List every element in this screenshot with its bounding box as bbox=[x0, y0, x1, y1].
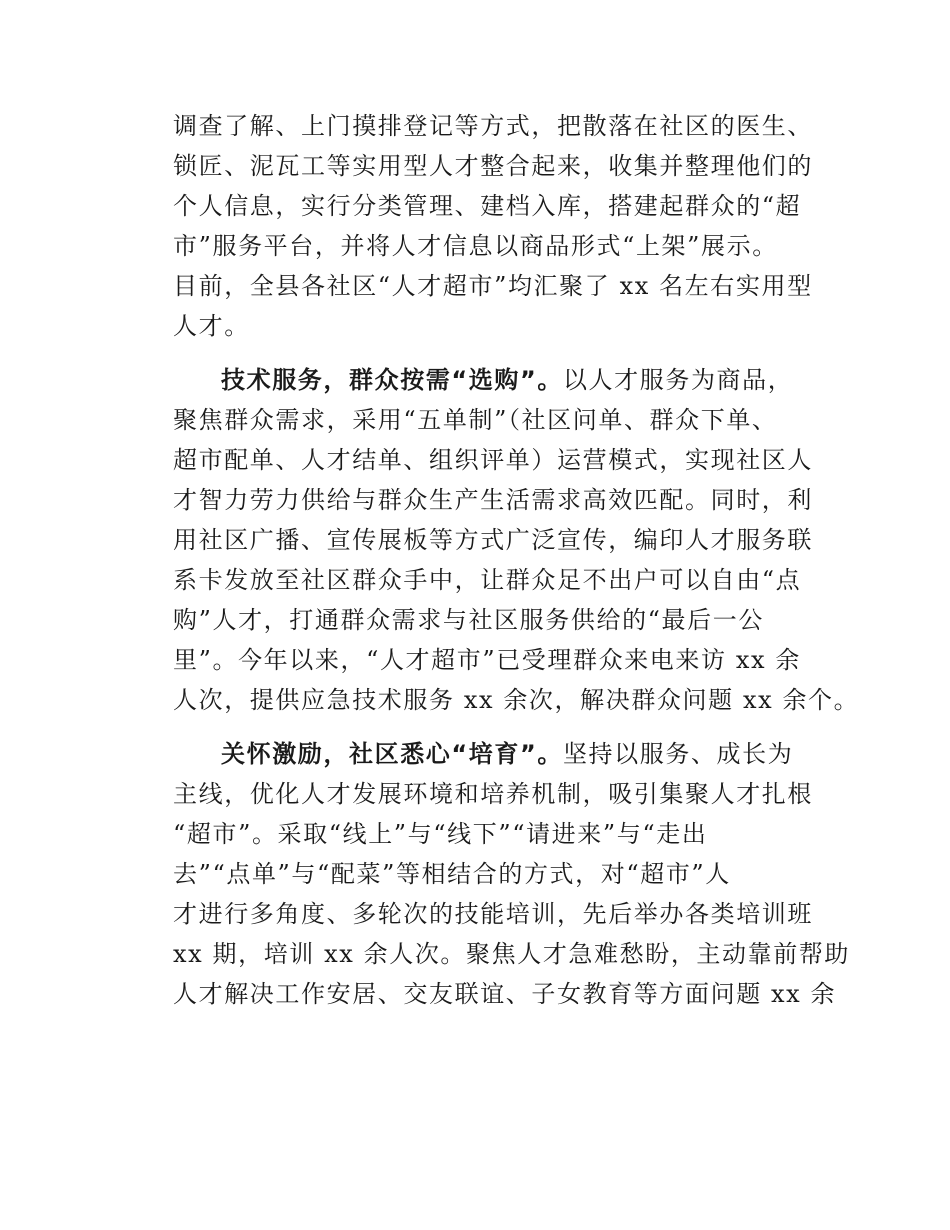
text-line: 里”。今年以来，“人才超市”已受理群众来电来访 xx 余 bbox=[173, 646, 801, 674]
paragraph-heading: 技术服务，群众按需“选购”。 bbox=[221, 366, 563, 394]
text-line: 才智力劳力供给与群众生产生活需求高效匹配。同时，利 bbox=[173, 486, 813, 514]
text-line: 用社区广播、宣传展板等方式广泛宣传，编印人才服务联 bbox=[173, 526, 813, 554]
paragraph-heading: 关怀激励，社区悉心“培育”。 bbox=[221, 740, 563, 768]
text-line: 个人信息，实行分类管理、建档入库，搭建起群众的“超 bbox=[173, 192, 802, 220]
text-line: 调查了解、上门摸排登记等方式，把散落在社区的医生、 bbox=[173, 112, 813, 140]
text-line: 锁匠、泥瓦工等实用型人才整合起来，收集并整理他们的 bbox=[173, 152, 813, 180]
text-line: “超市”。采取“线上”与“线下”“请进来”与“走出 bbox=[173, 820, 708, 848]
text-line: 超市配单、人才结单、组织评单）运营模式，实现社区人 bbox=[173, 446, 813, 474]
paragraph-care-incentive bbox=[173, 734, 851, 1014]
text-line bbox=[173, 360, 813, 400]
heading-continuation: 坚持以服务、成长为 bbox=[562, 740, 794, 768]
text-line: 去”“点单”与“配菜”等相结合的方式，对“超市”人 bbox=[173, 860, 731, 888]
text-line: 系卡发放至社区群众手中，让群众足不出户可以自由“点 bbox=[173, 566, 802, 594]
heading-continuation: 以人才服务为商品， bbox=[562, 366, 794, 394]
paragraph-talent-collection bbox=[173, 106, 813, 346]
text-line: 购”人才，打通群众需求与社区服务供给的“最后一公 bbox=[173, 606, 764, 634]
text-line bbox=[173, 734, 813, 774]
text-line: 目前，全县各社区“人才超市”均汇聚了 xx 名左右实用型 bbox=[173, 272, 813, 300]
text-line: 才进行多角度、多轮次的技能培训，先后举办各类培训班 bbox=[173, 900, 813, 928]
text-line: xx 期，培训 xx 余人次。聚焦人才急难愁盼，主动靠前帮助 bbox=[173, 940, 851, 968]
text-line: 市”服务平台，并将人才信息以商品形式“上架”展示。 bbox=[173, 232, 778, 260]
text-line: 人才解决工作安居、交友联谊、子女教育等方面问题 xx 余 bbox=[173, 980, 837, 1008]
text-line: 主线，优化人才发展环境和培养机制，吸引集聚人才扎根 bbox=[173, 780, 813, 808]
paragraph-technical-service bbox=[173, 360, 860, 720]
document-body bbox=[173, 106, 860, 1028]
text-line: 人才。 bbox=[173, 312, 250, 340]
text-line: 聚焦群众需求，采用“五单制”（社区问单、群众下单、 bbox=[173, 406, 778, 434]
text-line: 人次，提供应急技术服务 xx 余次，解决群众问题 xx 余个。 bbox=[173, 686, 860, 714]
